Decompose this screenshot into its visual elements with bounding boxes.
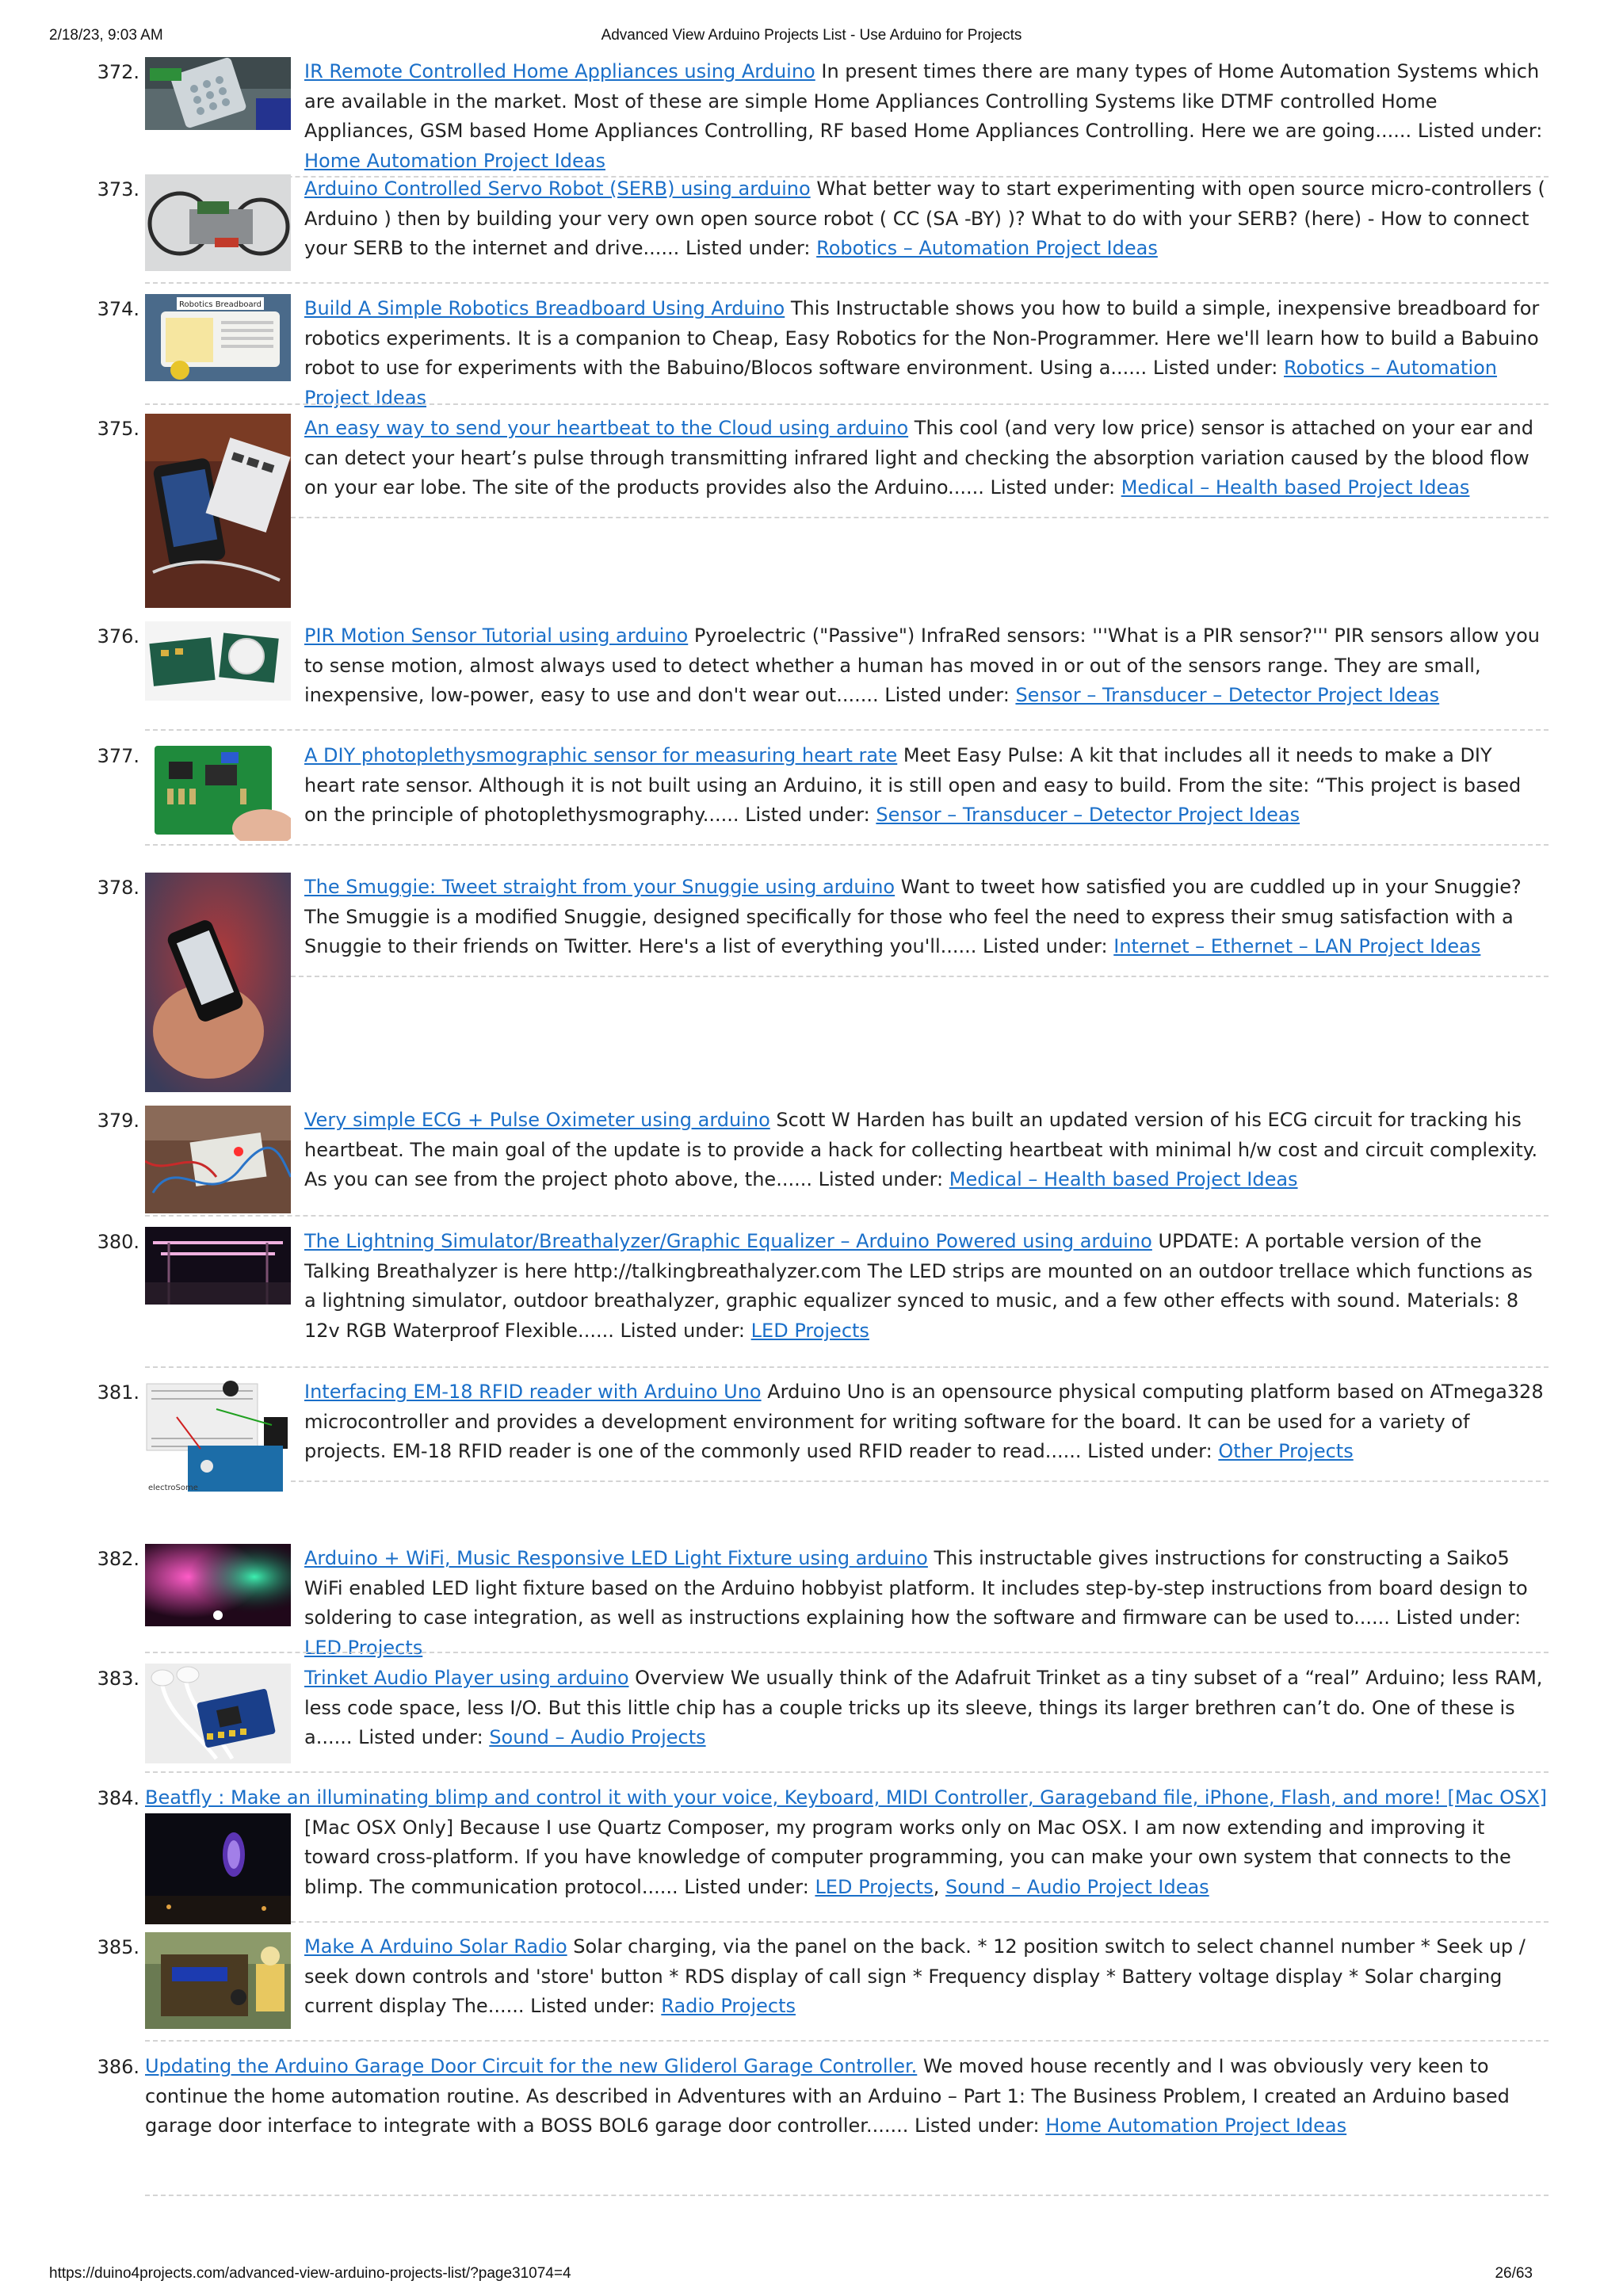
listed-under-label: Listed under: [745,804,870,826]
category-link[interactable]: Radio Projects [661,1995,796,2017]
listed-under-label: Listed under: [1087,1440,1212,1462]
print-page-number: 26/63 [1495,2265,1533,2282]
item-divider [145,2195,1549,2196]
item-text [304,873,1549,962]
item-thumbnail[interactable] [145,1813,291,1924]
robotics-breadboard-photo-icon [145,294,291,381]
item-number: 384. [97,1787,139,1809]
item-excerpt: Solar charging, via the panel on the back. * 12 position switch to select channel number * Seek up / seek down controls and 'store' button * RDS display of call sign * Frequency display * Battery voltage display * Solar charging current display The...... [304,1935,1526,2017]
item-number: 380. [97,1231,139,1253]
svg-text:electroSome: electroSome [148,1484,198,1492]
glowing-blimp-photo-icon [145,1813,291,1924]
item-divider [145,1366,1549,1368]
item-thumbnail[interactable] [145,1377,291,1495]
ecg-breadboard-photo-icon [145,1106,291,1213]
category-link[interactable]: Medical – Health based Project Ideas [1121,476,1470,499]
item-text [304,414,1549,503]
item-divider [291,976,1549,977]
item-number: 385. [97,1936,139,1958]
item-number: 386. [97,2056,139,2078]
category-link[interactable]: Sensor – Transducer – Detector Project Ideas [1015,684,1440,706]
item-divider [291,1921,1549,1923]
listed-under-label: Listed under: [1417,120,1543,142]
item-number: 377. [97,745,139,767]
print-url: https://duino4projects.com/advanced-view-arduino-projects-list/?page31074=4 [49,2265,571,2282]
item-thumbnail[interactable] [145,873,291,1092]
listed-under-label: Listed under: [358,1726,483,1748]
item-divider [145,2040,1549,2042]
category-link[interactable]: Robotics – Automation Project Ideas [304,357,1498,409]
listed-under-label: Listed under: [1152,357,1278,379]
pir-sensor-photo-icon [145,621,291,701]
category-link[interactable]: Home Automation Project Ideas [1045,2115,1347,2137]
item-thumbnail[interactable] [145,741,291,841]
item-divider [145,844,1549,846]
item-text [304,174,1549,264]
listed-under-label: Listed under: [1396,1606,1522,1629]
heartbeat-phone-photo-icon [145,414,291,608]
category-link[interactable]: Sound – Audio Project Ideas [945,1875,1209,1898]
item-divider [145,282,1549,284]
print-footer [49,2265,1574,2286]
item-number: 383. [97,1668,139,1690]
category-link[interactable]: Robotics – Automation Project Ideas [816,237,1158,259]
item-thumbnail[interactable] [145,57,291,130]
item-thumbnail[interactable] [145,294,291,381]
category-link[interactable]: LED Projects [815,1875,934,1898]
category-link[interactable]: Home Automation Project Ideas [304,149,605,172]
print-page-title: Advanced View Arduino Projects List - Use Arduino for Projects [601,27,1022,44]
item-title-link[interactable]: Beatfly : Make an illuminating blimp and control it with your voice, Keyboard, MIDI Controller, Garageband file, iPhone, Flash, and more! [Mac OSX] [145,1786,1547,1809]
listed-under-label: Listed under: [685,237,811,259]
item-thumbnail[interactable] [145,414,291,608]
item-text [304,57,1549,176]
category-link[interactable]: Sensor – Transducer – Detector Project Ideas [876,804,1300,826]
svg-text:Robotics Breadboard: Robotics Breadboard [179,300,262,309]
print-header [49,27,1574,48]
item-title-link[interactable]: The Smuggie: Tweet straight from your Snuggie using arduino [304,876,896,898]
item-title-link[interactable]: An easy way to send your heartbeat to the Cloud using arduino [304,417,909,439]
item-text [304,1932,1549,2022]
ir-remote-photo-icon [145,57,291,130]
item-excerpt: [Mac OSX Only] Because I use Quartz Composer, my program works only on Mac OSX. I am now extending and improving it toward cross-platform. If you have knowledge of computer programming, you can make your own system that connects to the blimp. The communication protocol...... [304,1816,1511,1898]
listed-under-label: Listed under: [818,1168,944,1190]
list-item [0,54,1623,172]
item-title-link[interactable]: Arduino Controlled Servo Robot (SERB) using arduino [304,178,811,200]
item-text [145,2052,1549,2141]
item-divider [291,1480,1549,1482]
item-text [304,294,1549,413]
item-number: 382. [97,1548,139,1570]
item-number: 372. [97,61,139,83]
category-link[interactable]: LED Projects [750,1319,869,1342]
item-thumbnail[interactable] [145,174,291,271]
item-excerpt: What better way to start experimenting with open source micro-controllers ( Arduino ) then by building your very own open source robot ( CC (SA -BY) )? What to do with your SERB? (here) - How to connect your SERB to the internet and drive...... [304,178,1545,259]
item-title-link[interactable]: The Lightning Simulator/Breathalyzer/Graphic Equalizer – Arduino Powered using arduino [304,1230,1152,1252]
item-thumbnail[interactable] [145,1544,291,1626]
earbuds-audio-board-photo-icon [145,1664,291,1763]
item-excerpt: Scott W Harden has built an updated version of his ECG circuit for tracking his heartbeat. The main goal of the update is to provide a hack for collecting heartbeat with minimal h/w cost and circuit complexity. As you can see from the project photo above, the...... [304,1109,1538,1190]
item-title-link[interactable]: Trinket Audio Player using arduino [304,1667,629,1689]
category-link[interactable]: LED Projects [304,1636,423,1659]
item-number: 374. [97,298,139,320]
item-excerpt: Want to tweet how satisfied you are cuddled up in your Snuggie? The Smuggie is a modified Snuggie, designed specifically for those who feel the need to express their smug satisfaction with a Snuggie to their friends on Twitter. Here's a list of everything you'll...... [304,876,1522,957]
item-excerpt: In present times there are many types of Home Automation Systems which are available in the market. Most of these are simple Home Appliances Controlling Systems like DTMF controlled Home Appliances, GSM based Home Appliances Controlling, RF based Home Appliances Controlling. Here we are going...... [304,60,1540,142]
item-title-link[interactable]: Arduino + WiFi, Music Responsive LED Light Fixture using arduino [304,1547,928,1569]
rfid-circuit-diagram-icon [145,1377,291,1495]
item-divider [145,1771,1549,1773]
item-divider [291,517,1549,518]
item-excerpt: Overview We usually think of the Adafruit Trinket as a tiny subset of a “real” Arduino; less RAM, less code space, less I/O. But this little chip has a couple tricks up its sleeve, things its larger brethren can’t do. One of these is a...... [304,1667,1543,1748]
item-divider [145,1652,1549,1653]
item-excerpt: This instructable gives instructions for constructing a Saiko5 WiFi enabled LED light fixture based on the Arduino hobbyist platform. It includes step-by-step instructions from board design to soldering to case integration, as well as instructions explaining how the software and firmware can be used to...... [304,1547,1528,1629]
item-excerpt: Pyroelectric ("Passive") InfraRed sensors: '''What is a PIR sensor?''' PIR sensors allow you to sense motion, almost always used to detect whether a human has moved in or out of the sensors range. They are small, inexpensive, low-power, easy to use and don't wear out....... [304,625,1540,706]
listed-under-label: Listed under: [915,2115,1040,2137]
item-title-link[interactable]: Updating the Arduino Garage Door Circuit for the new Gliderol Garage Controller. [145,2055,918,2077]
item-number: 378. [97,877,139,899]
item-text: [Mac OSX Only] Because I use Quartz Composer, my program works only on Mac OSX. I am now extending and improving it toward cross-platform. If you have knowledge of computer programming, you can make your own system that connects to the blimp. The communication protocol...... Listed under: LED Projects, Sound – Audio Project Ideas [304,1816,1511,1898]
item-thumbnail[interactable] [145,1932,291,2029]
item-excerpt: Arduino Uno is an opensource physical computing platform based on ATmega328 microcontroller and provides a development environment for writing software for the board. It can be used for a variety of projects. EM-18 RFID reader is one of the commonly used RFID reader to read...... [304,1381,1544,1462]
category-link[interactable]: Medical – Health based Project Ideas [949,1168,1298,1190]
print-datetime: 2/18/23, 9:03 AM [49,27,163,44]
item-excerpt: UPDATE: A portable version of the Talking Breathalyzer is here http://talkingbreathalyzer.com The LED strips are mounted on an outdoor trellace which functions as a lightning simulator, outdoor breathalyzer, graphic equalizer synced to music, and a few other effects with sound. Materials: 8 12v RGB Waterproof Flexible...... [304,1230,1533,1342]
item-excerpt: This Instructable shows you how to build a simple, inexpensive breadboard for robotics experiments. It is a companion to Cheap, Easy Robotics for the Non-Programmer. Here we'll learn how to build a Babuino robot to use for experiments with the Babuino/Blocos software environment. Using a...... [304,297,1540,379]
item-excerpt: This cool (and very low price) sensor is attached on your ear and can detect your heart’s pulse through transmitting infrared light and checking the absorption variation caused by the blood flow on your ear lobe. The site of the products provides also the Arduino...... [304,417,1533,499]
item-divider [145,729,1549,731]
solar-radio-photo-icon [145,1932,291,2029]
category-link[interactable]: Sound – Audio Projects [489,1726,706,1748]
listed-under-label: Listed under: [990,476,1116,499]
item-title-link[interactable]: PIR Motion Sensor Tutorial using arduino [304,625,689,647]
item-thumbnail[interactable] [145,621,291,701]
listed-under-label: Listed under: [684,1875,809,1898]
listed-under-label: Listed under: [983,935,1108,957]
item-divider [145,403,1549,405]
item-number: 379. [97,1110,139,1132]
item-title-link[interactable]: Interfacing EM-18 RFID reader with Arduino Uno [304,1381,762,1403]
item-number: 381. [97,1381,139,1404]
item-number: 376. [97,625,139,648]
listed-under-label: Listed under: [620,1319,746,1342]
item-text [304,1227,1549,1346]
item-divider [145,1215,1549,1217]
item-text [304,621,1549,711]
item-title-link[interactable]: Very simple ECG + Pulse Oximeter using arduino [304,1109,770,1131]
item-text [304,741,1549,831]
item-excerpt: We moved house recently and I was obviously very keen to continue the home automation routine. As described in Adventures with an Arduino – Part 1: The Business Problem, I created an Arduino based garage door interface to integrate with a BOSS BOL6 garage door controller....... [145,2055,1510,2137]
item-thumbnail[interactable] [145,1106,291,1213]
led-trellis-photo-icon [145,1227,291,1305]
item-thumbnail[interactable] [145,1664,291,1763]
listed-under-label: Listed under: [884,684,1010,706]
pulse-sensor-board-photo-icon [145,741,291,841]
item-thumbnail[interactable] [145,1227,291,1305]
item-text [304,1106,1549,1195]
item-text [304,1544,1549,1663]
smartphone-hand-photo-icon [145,873,291,1092]
led-light-fixture-photo-icon [145,1544,291,1626]
category-link[interactable]: Internet – Ethernet – LAN Project Ideas [1113,935,1481,957]
item-number: 373. [97,178,139,201]
servo-robot-photo-icon [145,174,291,271]
item-title-link[interactable]: IR Remote Controlled Home Appliances using Arduino [304,60,815,82]
listed-under-label: Listed under: [530,1995,655,2017]
item-text [304,1377,1549,1467]
item-title-link[interactable]: Make A Arduino Solar Radio [304,1935,567,1958]
item-text [304,1664,1549,1753]
item-title-link[interactable]: A DIY photoplethysmographic sensor for measuring heart rate [304,744,898,766]
item-excerpt: Meet Easy Pulse: A kit that includes all it needs to make a DIY heart rate sensor. Although it is not built using an Arduino, it is still open and easy to build. From the site: “This project is based on the principle of photoplethysmography...... [304,744,1522,826]
category-link[interactable]: Other Projects [1218,1440,1354,1462]
item-title-link[interactable]: Build A Simple Robotics Breadboard Using Arduino [304,297,785,319]
item-number: 375. [97,418,139,440]
